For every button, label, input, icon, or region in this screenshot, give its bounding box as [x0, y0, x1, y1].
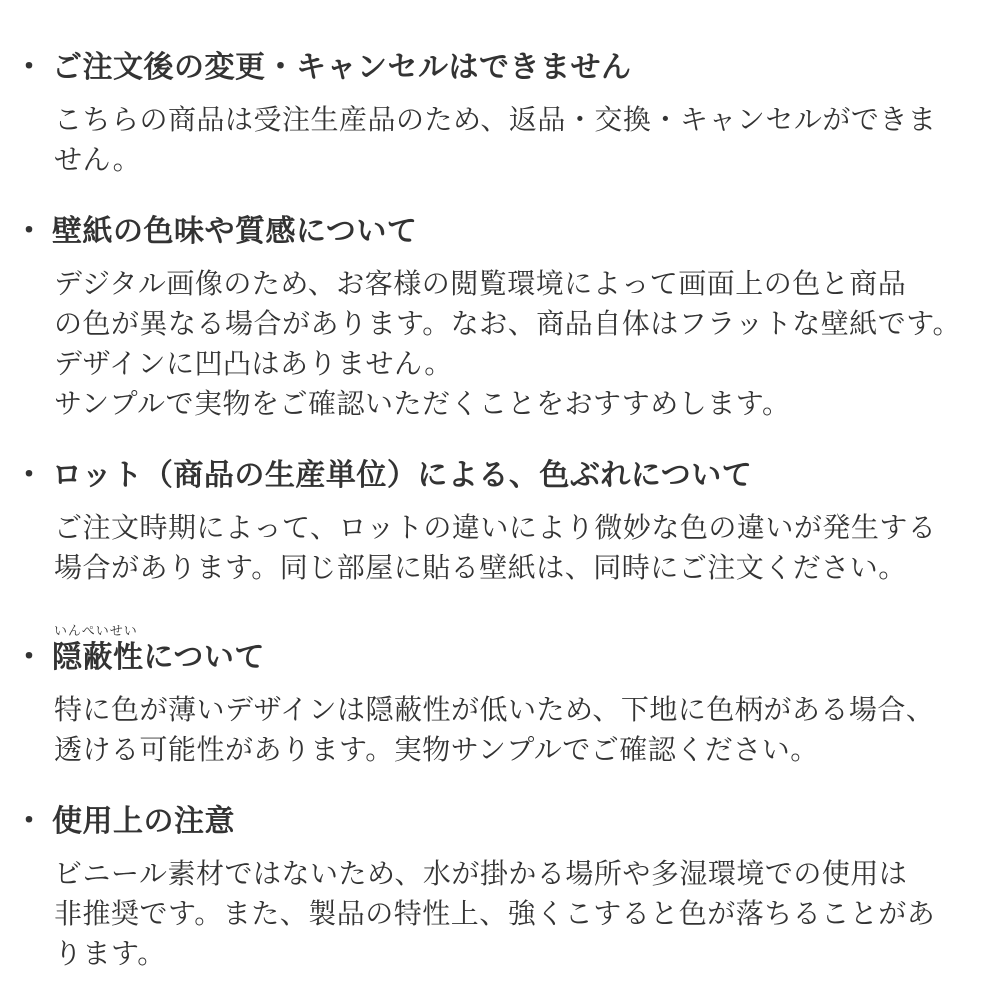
- section-body: [14, 690, 982, 770]
- body-line: ビニール素材ではないため、水が掛かる場所や多湿環境での使用は: [54, 858, 908, 889]
- body-line: デジタル画像のため、お客様の閲覧環境によって画面上の色と商品: [54, 268, 907, 299]
- notice-section-lot-color-variation: [14, 458, 982, 588]
- section-body: [14, 508, 982, 588]
- body-line: 特に色が薄いデザインは隠蔽性が低いため、下地に色柄がある場合、: [54, 694, 935, 725]
- body-line: 非推奨です。また、製品の特性上、強くこすると色が落ちることがあ: [54, 898, 936, 929]
- section-heading: 使用上の注意: [52, 805, 235, 838]
- section-heading: ロット（商品の生産単位）による、色ぶれについて: [52, 459, 753, 492]
- notice-section-opacity: [14, 622, 982, 770]
- section-body: [14, 100, 982, 180]
- section-heading: 隠蔽性について: [52, 641, 265, 674]
- bullet-icon: ・: [14, 215, 44, 248]
- body-line: こちらの商品は受注生産品のため、返品・交換・キャンセルができま: [54, 104, 937, 135]
- section-heading-row: [14, 640, 982, 676]
- body-line: デザインに凹凸はありません。: [54, 348, 453, 379]
- bullet-icon: ・: [14, 459, 44, 492]
- body-line: せん。: [54, 144, 142, 175]
- section-heading-row: [14, 214, 982, 250]
- section-heading-row: [14, 50, 982, 86]
- section-heading: 壁紙の色味や質感について: [52, 215, 418, 248]
- section-heading-row: [14, 804, 982, 840]
- furigana-label: いんぺいせい: [54, 623, 138, 638]
- notice-section-color-texture: [14, 214, 982, 424]
- bullet-icon: ・: [14, 805, 44, 838]
- body-line: ります。: [54, 938, 166, 969]
- section-body: [14, 854, 982, 974]
- bullet-icon: ・: [14, 641, 44, 674]
- body-line: 場合があります。同じ部屋に貼る壁紙は、同時にご注文ください。: [54, 552, 907, 583]
- body-line: ご注文時期によって、ロットの違いにより微妙な色の違いが発生する: [54, 512, 937, 543]
- section-heading: ご注文後の変更・キャンセルはできません: [52, 51, 632, 84]
- body-line: の色が異なる場合があります。なお、商品自体はフラットな壁紙です。: [54, 308, 961, 339]
- bullet-icon: ・: [14, 51, 44, 84]
- body-line: サンプルで実物をご確認いただくことをおすすめします。: [54, 388, 791, 419]
- notice-section-order-cancel: [14, 50, 982, 180]
- notice-section-usage-caution: [14, 804, 982, 974]
- body-line: 透ける可能性があります。実物サンプルでご確認ください。: [54, 734, 819, 765]
- section-heading-row: [14, 458, 982, 494]
- section-body: [14, 264, 982, 424]
